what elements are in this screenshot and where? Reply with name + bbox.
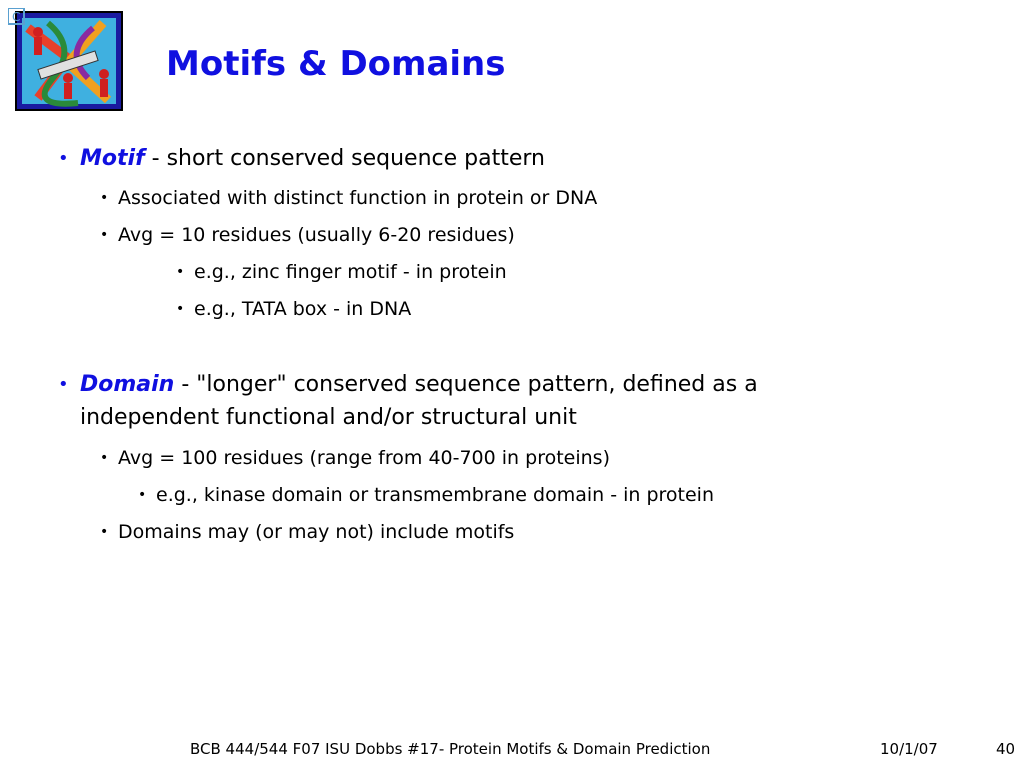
- motif-length-text: Avg = 10 residues (usually 6-20 residues): [118, 224, 515, 246]
- motif-definition: - short conserved sequence pattern: [144, 146, 545, 171]
- domain-definition-line2: independent functional and/or structural unit: [80, 405, 577, 430]
- slide-title: Motifs & Domains: [166, 44, 506, 84]
- dna-people-clipart-icon: [8, 8, 126, 112]
- motif-function-text: Associated with distinct function in protein or DNA: [118, 187, 598, 209]
- motif-term: Motif: [80, 146, 145, 171]
- domain-example-text: e.g., kinase domain or transmembrane domain - in protein: [156, 484, 715, 506]
- domain-motifs-text: Domains may (or may not) include motifs: [118, 521, 515, 543]
- domain-term: Domain: [80, 372, 175, 397]
- motif-example-tata-text: e.g., TATA box - in DNA: [194, 298, 412, 320]
- footer-date: 10/1/07: [880, 740, 938, 758]
- motif-example-zinc-text: e.g., zinc finger motif - in protein: [194, 261, 507, 283]
- domain-length-text: Avg = 100 residues (range from 40-700 in proteins): [118, 447, 610, 469]
- svg-text:C: C: [12, 10, 21, 24]
- footer-course: BCB 444/544 F07 ISU Dobbs #17- Protein Motifs & Domain Prediction: [190, 740, 711, 758]
- footer-page-number: 40: [996, 740, 1016, 758]
- domain-definition-line1: - "longer" conserved sequence pattern, defined as a: [174, 372, 758, 397]
